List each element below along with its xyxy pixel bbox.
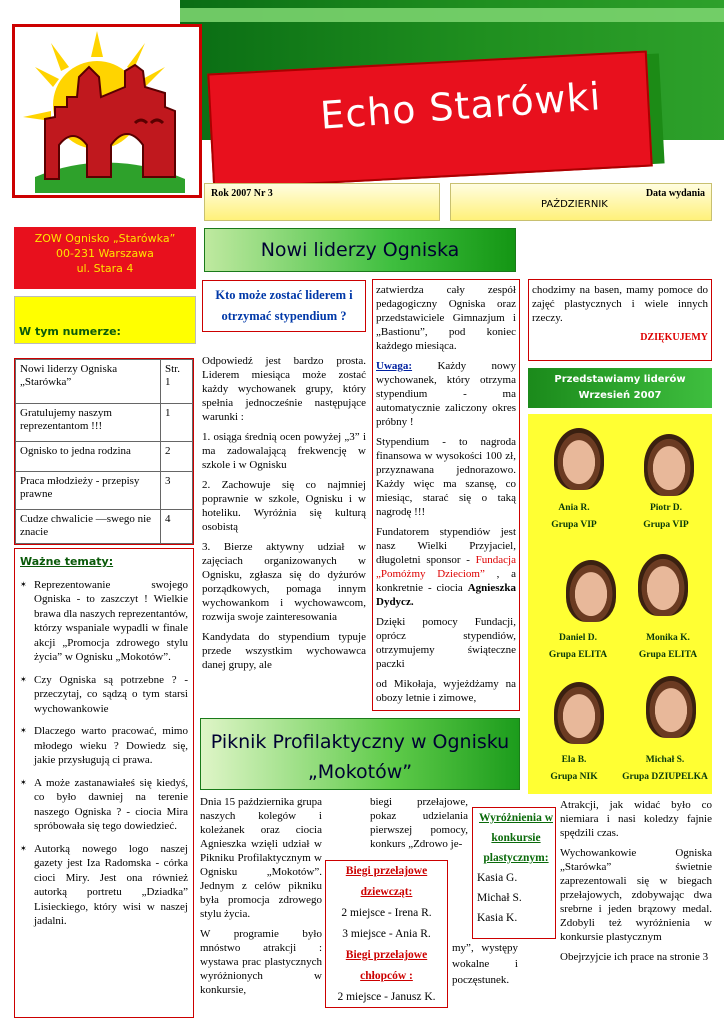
- paragraph: W programie było mnóstwo atrakcji : wystawa prac plastycznych wyróżnionych w konkursie,: [200, 928, 322, 996]
- leader-name: Michał S.: [645, 755, 685, 765]
- address-line: ul. Stara 4: [76, 262, 134, 275]
- leader-group: Grupa ELITA: [548, 650, 608, 660]
- logo: [12, 24, 202, 198]
- article-headline: Nowi liderzy Ogniska: [204, 228, 516, 272]
- topics-title: Ważne tematy:: [20, 555, 114, 568]
- leader-photo: [644, 434, 694, 496]
- toc-row[interactable]: [16, 404, 193, 442]
- boys-race-title: Biegi przełajowe chłopców :: [345, 949, 428, 982]
- paragraph: Wychowankowie Ogniska „Starówka” świetnie zaprezentowali się w biegach przełajowych, zdobywając dwa srebrne i jeden brązowy medal. Zdobyli też wyróżnienia w konkursie plastycznym: [560, 847, 712, 943]
- leader-name: Daniel D.: [559, 633, 597, 643]
- leader-group: Grupa VIP: [551, 520, 597, 530]
- toc-row[interactable]: [16, 360, 193, 404]
- paragraph: Atrakcji, jak widać było co niemiara i nasi koledzy fajnie spędzili czas.: [560, 799, 712, 839]
- leader-group: Grupa DZIUPELKA: [622, 772, 708, 782]
- girls-race-title: Biegi przełajowe dziewcząt:: [345, 865, 428, 898]
- address-line: 00-231 Warszawa: [56, 247, 154, 260]
- article2-column-1: [200, 795, 322, 1003]
- topic-item: ✶ Czy Ogniska są potrzebne ? - przeczytaj, co sądzą o tym starsi wychowankowie: [20, 673, 188, 717]
- result-line: 2 miejsce - Irena R.: [341, 907, 432, 919]
- leader-group: Grupa NIK: [550, 772, 598, 782]
- award-name: Michał S.: [477, 892, 522, 904]
- important-topics-box: [14, 548, 194, 1018]
- in-this-issue-label: W tym numerze:: [14, 296, 196, 344]
- award-name: Kasia G.: [477, 872, 518, 884]
- toc-row[interactable]: [16, 442, 193, 472]
- race-results-box: [325, 860, 448, 1008]
- paragraph: 3. Bierze aktywny udział w zajęciach organizowanych w Ognisku, zgłasza się do dyżurów porządkowych, pomaga innym wychowankom i wychowawcom, rozwija swoje zainteresowania: [202, 541, 366, 623]
- leader-name: Ela B.: [561, 755, 587, 765]
- leader-name: Piotr D.: [649, 503, 682, 513]
- article-column-3: [528, 279, 712, 361]
- article-question: Kto może zostać liderem i otrzymać stypendium ?: [202, 280, 366, 332]
- paragraph: [376, 525, 516, 609]
- leaders-month: Wrzesień 2007: [578, 390, 662, 401]
- leader-name: Monika K.: [646, 633, 690, 643]
- toc-title: Nowi liderzy Ogniska „Starówka”: [16, 360, 161, 404]
- toc-page: 2: [161, 442, 193, 472]
- result-line: 2 miejsce - Janusz K.: [337, 991, 436, 1003]
- toc-page: 3: [161, 472, 193, 510]
- leader-caption: [528, 500, 620, 534]
- text-span: Fundatorem stypendiów jest nasz Wielki Przyjaciel, długoletni sponsor -: [376, 526, 516, 566]
- toc-page: 1: [161, 404, 193, 442]
- toc-page: Str. 1: [161, 360, 193, 404]
- toc-title: Cudze chwalicie —swego nie znacie: [16, 510, 161, 544]
- paragraph: zatwierdza cały zespół pedagogiczny Ogniska oraz przedstawiciele Gimnazjum i „Bastionu”, pod koniec każdego miesiąca.: [376, 284, 516, 352]
- toc-page: 4: [161, 510, 193, 544]
- issue-info-bar: [204, 183, 440, 221]
- toc-row[interactable]: [16, 472, 193, 510]
- leader-photo: [554, 428, 604, 490]
- topic-item: ✶ A może zastanawiałeś się kiedyś, co było dawniej na terenie naszego Ogniska ? - ciocia Mira spróbowała się tego dowiedzieć.: [20, 776, 188, 834]
- article2-column-2-bottom: my”, występy wokalne i poczęstunek.: [452, 942, 518, 986]
- thanks-text: DZIĘKUJEMY: [640, 332, 708, 343]
- toc-title: Ognisko to jedna rodzina: [16, 442, 161, 472]
- leader-photo: [638, 554, 688, 616]
- award-name: Kasia K.: [477, 912, 518, 924]
- art-awards-title: Wyróżnienia w konkursie plastycznym:: [479, 812, 553, 864]
- art-awards-box: [472, 807, 556, 939]
- leader-group: Grupa ELITA: [638, 650, 698, 660]
- result-line: 3 miejsce - Ania R.: [342, 928, 431, 940]
- article-headline: Piknik Profilaktyczny w Ognisku „Mokotów”: [200, 718, 520, 790]
- issue-number: Rok 2007 Nr 3: [211, 188, 273, 199]
- topic-item: ✶ Dlaczego warto pracować, mimo młodego wieku ? Dowiedz się, jakie przysługują ci prawa.: [20, 724, 188, 768]
- toc-title: Praca młodzieży - przepisy prawne: [16, 472, 161, 510]
- toc-row[interactable]: [16, 510, 193, 544]
- table-of-contents: [14, 358, 194, 545]
- topic-item: ✶ Reprezentowanie swojego Ogniska - to zaszczyt ! Wielkie brawa dla naszych reprezentantów, którzy wspaniale wypadli w finale akcji „Promocja zdrowego stylu życia” w Ognisku „Mokotów”.: [20, 578, 188, 665]
- topic-item: ✶ Autorką nowego logo naszej gazety jest Iza Radomska - córka cioci Miry. Jest ona również autorką portretu „Dziadka” Lisieckiego, który wisi w naszej jadalni.: [20, 842, 188, 929]
- paragraph: Kandydata do stypendium typuje przede wszystkim wychowawca danej grupy, ale: [202, 631, 366, 671]
- paragraph: Dzięki pomocy Fundacji, oprócz stypendiów, otrzymujemy świąteczne paczki: [376, 616, 516, 670]
- leader-caption: [624, 630, 712, 664]
- header-stripe: [180, 8, 724, 22]
- leader-caption: [528, 752, 620, 786]
- paragraph: Dnia 15 października grupa naszych kolegów i koleżanek oraz ciocia Agnieszka wzięli udział w Pikniku Profilaktycznym w Ognisku „Mokotów”. Jednym z celów pikniku była promocja zdrowego stylu życia.: [200, 796, 322, 920]
- paragraph: Stypendium - to nagroda finansowa w wysokości 100 zł, przyznawana jednorazowo. Każdy więc ma szansę, co miesiąc, starać się o taką nagrodę !!!: [376, 436, 516, 518]
- date-value: PAŹDZIERNIK: [541, 199, 608, 210]
- leaders-grid: [528, 414, 712, 794]
- foundation-link[interactable]: Fundacja „Pomóżmy Dzieciom”: [376, 554, 516, 580]
- leader-group: Grupa VIP: [643, 520, 689, 530]
- address-line: ZOW Ognisko „Starówka”: [34, 232, 176, 245]
- logo-castle-sun-icon: [15, 27, 199, 195]
- date-label: Data wydania: [645, 188, 705, 199]
- paragraph: od Mikołaja, wyjeżdżamy na obozy letnie i zimowe,: [376, 678, 516, 704]
- newspaper-title: Echo Starówki: [318, 74, 603, 138]
- text-span: , a konkretnie - ciocia: [376, 568, 517, 594]
- leader-photo: [566, 560, 616, 622]
- leader-photo: [646, 676, 696, 738]
- date-info-bar: [450, 183, 712, 221]
- leader-photo: [554, 682, 604, 744]
- article-column-1: [202, 354, 366, 678]
- paragraph: [376, 359, 516, 429]
- article-column-2: [372, 279, 520, 711]
- paragraph: Obejrzyjcie ich prace na stronie 3: [560, 951, 709, 963]
- paragraph: Odpowiedź jest bardzo prosta. Liderem miesiąca może zostać każdy wychowanek grupy, który spełnia jednocześnie następujące warunki :: [202, 355, 366, 423]
- leader-caption: [620, 500, 712, 534]
- address-box: [14, 227, 196, 289]
- leaders-title-box: [528, 368, 712, 408]
- leader-caption: [528, 630, 628, 664]
- note-label: Uwaga:: [376, 360, 413, 372]
- note-text: Każdy nowy wychowanek, który otrzyma stypendium - ma automatycznie zaliczony okres próbny !: [376, 360, 516, 428]
- paragraph: chodzimy na basen, mamy pomoce do zajęć plastycznych i wiele innych rzeczy.: [532, 284, 708, 324]
- paragraph: 1. osiąga średnią ocen powyżej „3” i ma zadowalającą frekwencję w szkole i w Ognisku: [202, 431, 366, 471]
- leader-caption: [618, 752, 712, 786]
- article2-column-3: [560, 798, 712, 970]
- leader-name: Ania R.: [558, 503, 590, 513]
- article2-column-2-top: biegi przełajowe, pokaz udzielania pierwszej pomocy, konkurs „Zdrowo je-: [370, 796, 468, 850]
- sponsor-name: Agnieszka Dydycz.: [376, 582, 516, 608]
- toc-title: Gratulujemy naszym reprezentantom !!!: [16, 404, 161, 442]
- paragraph: 2. Zachowuje się co najmniej poprawnie w szkole, Ognisku i w hoteliku. Wyróżnia się kulturą osobistą: [202, 479, 366, 533]
- leaders-title: Przedstawiamy liderów: [554, 374, 686, 385]
